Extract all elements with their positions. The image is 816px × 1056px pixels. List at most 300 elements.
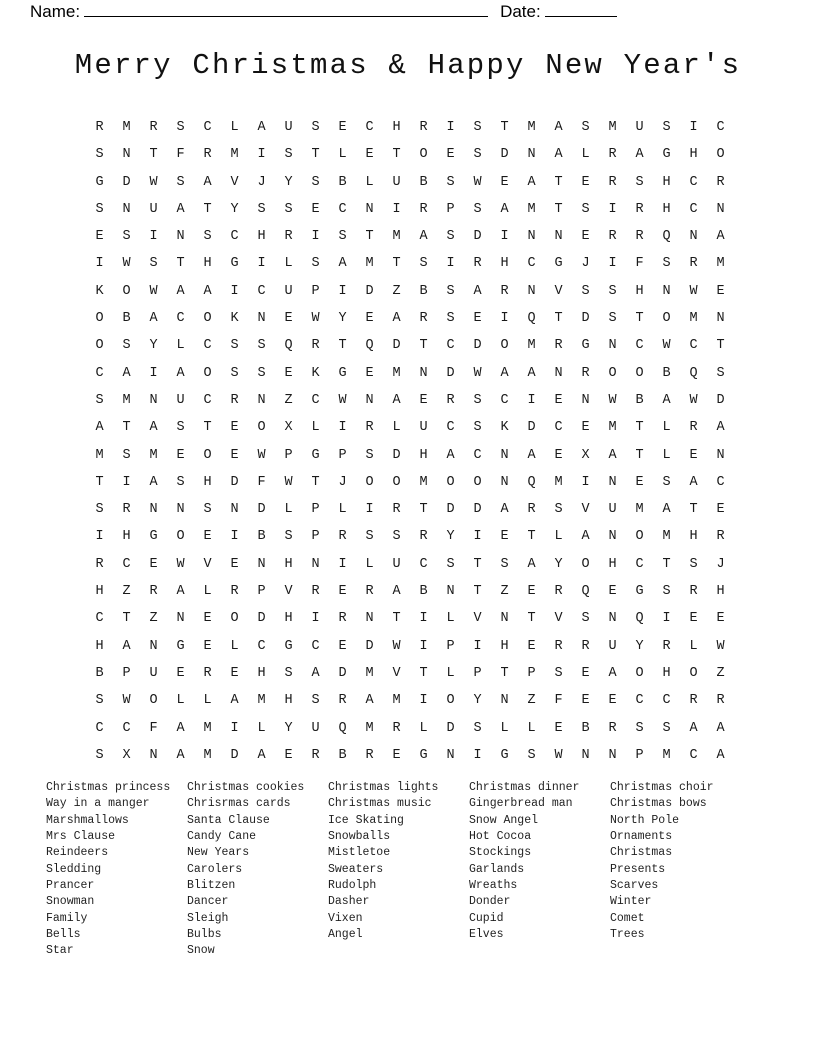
grid-cell[interactable]: N [662,283,671,299]
grid-cell[interactable]: U [419,420,428,436]
grid-cell[interactable]: Q [689,365,698,381]
grid-cell[interactable]: P [257,584,266,600]
grid-cell[interactable]: Y [635,638,644,654]
word-list-item[interactable]: Elves [469,928,504,942]
grid-cell[interactable]: R [608,147,617,163]
grid-cell[interactable]: E [716,611,725,627]
grid-cell[interactable]: I [365,502,374,518]
grid-cell[interactable]: I [311,611,320,627]
grid-cell[interactable]: T [635,447,644,463]
grid-cell[interactable]: O [203,365,212,381]
grid-cell[interactable]: L [419,720,428,736]
word-list-item[interactable]: Dancer [187,895,229,909]
grid-cell[interactable]: A [527,174,536,190]
grid-cell[interactable]: E [365,147,374,163]
grid-cell[interactable]: N [311,556,320,572]
grid-cell[interactable]: A [500,502,509,518]
grid-cell[interactable]: S [473,120,482,135]
grid-cell[interactable]: C [122,720,131,736]
word-list-item[interactable]: Chrisrmas cards [187,797,291,811]
grid-cell[interactable]: R [419,201,428,217]
grid-cell[interactable]: Z [500,584,509,600]
grid-cell[interactable]: S [581,201,590,217]
grid-cell[interactable]: B [419,283,428,299]
grid-cell[interactable]: R [230,392,239,408]
grid-cell[interactable]: Y [230,201,239,217]
grid-cell[interactable]: I [419,638,428,654]
grid-cell[interactable]: I [338,420,347,436]
grid-cell[interactable]: T [311,147,320,163]
grid-cell[interactable]: E [284,365,293,381]
grid-cell[interactable]: A [338,256,347,272]
word-list-item[interactable]: Rudolph [328,879,377,893]
grid-cell[interactable]: P [446,638,455,654]
grid-cell[interactable]: S [149,256,158,272]
word-list-item[interactable]: Star [46,944,74,958]
grid-cell[interactable]: C [716,474,725,490]
grid-cell[interactable]: T [500,665,509,681]
grid-cell[interactable]: U [176,392,185,408]
grid-cell[interactable]: S [284,529,293,545]
word-list-item[interactable]: Snow Angel [469,813,539,827]
grid-cell[interactable]: Y [284,720,293,736]
grid-cell[interactable]: R [608,720,617,736]
grid-cell[interactable]: L [176,338,185,354]
grid-cell[interactable]: V [554,283,563,299]
grid-cell[interactable]: U [311,720,320,736]
grid-cell[interactable]: B [257,529,266,545]
grid-cell[interactable]: D [527,420,536,436]
grid-cell[interactable]: R [608,229,617,245]
grid-cell[interactable]: A [203,283,212,299]
word-list-item[interactable]: Trees [610,928,645,942]
grid-cell[interactable]: Q [635,611,644,627]
grid-cell[interactable]: L [662,420,671,436]
grid-cell[interactable]: N [365,392,374,408]
grid-cell[interactable]: T [554,311,563,327]
grid-cell[interactable]: F [149,720,158,736]
grid-cell[interactable]: T [554,201,563,217]
grid-cell[interactable]: G [95,174,104,190]
grid-cell[interactable]: D [446,365,455,381]
grid-cell[interactable]: N [500,474,509,490]
grid-cell[interactable]: N [257,392,266,408]
word-list-item[interactable]: Christmas bows [610,797,707,811]
grid-cell[interactable]: L [284,256,293,272]
grid-cell[interactable]: S [95,747,104,763]
grid-cell[interactable]: A [581,529,590,545]
grid-cell[interactable]: C [230,229,239,245]
grid-cell[interactable]: W [122,693,131,709]
grid-cell[interactable]: G [230,256,239,272]
grid-cell[interactable]: A [176,584,185,600]
grid-cell[interactable]: E [338,638,347,654]
grid-cell[interactable]: C [635,338,644,354]
grid-cell[interactable]: I [419,693,428,709]
grid-cell[interactable]: R [284,229,293,245]
grid-cell[interactable]: D [257,611,266,627]
grid-cell[interactable]: E [446,147,455,163]
word-list-item[interactable]: Bells [46,928,81,942]
grid-cell[interactable]: S [338,229,347,245]
grid-cell[interactable]: L [500,720,509,736]
grid-cell[interactable]: P [311,502,320,518]
grid-cell[interactable]: R [716,174,725,190]
grid-cell[interactable]: A [392,584,401,600]
grid-cell[interactable]: Y [473,693,482,709]
grid-cell[interactable]: A [311,665,320,681]
grid-cell[interactable]: N [365,611,374,627]
grid-cell[interactable]: C [662,693,671,709]
word-list-item[interactable]: Way in a manger [46,797,150,811]
grid-cell[interactable]: E [608,584,617,600]
grid-cell[interactable]: Y [446,529,455,545]
word-list-item[interactable]: Prancer [46,879,95,893]
grid-cell[interactable]: Q [527,311,536,327]
grid-cell[interactable]: I [446,256,455,272]
word-list-item[interactable]: Gingerbread man [469,797,573,811]
grid-cell[interactable]: I [257,147,266,163]
grid-cell[interactable]: E [689,611,698,627]
grid-cell[interactable]: J [338,474,347,490]
grid-cell[interactable]: R [689,420,698,436]
grid-cell[interactable]: Z [149,611,158,627]
word-list-item[interactable]: Vixen [328,911,363,925]
grid-cell[interactable]: C [257,283,266,299]
grid-cell[interactable]: P [635,747,644,763]
grid-cell[interactable]: H [95,584,104,600]
grid-cell[interactable]: A [122,638,131,654]
grid-cell[interactable]: R [419,311,428,327]
grid-cell[interactable]: M [635,502,644,518]
grid-cell[interactable]: N [149,638,158,654]
grid-cell[interactable]: T [527,529,536,545]
grid-cell[interactable]: E [203,529,212,545]
grid-cell[interactable]: R [689,256,698,272]
grid-cell[interactable]: A [608,447,617,463]
grid-cell[interactable]: M [122,120,131,135]
grid-cell[interactable]: U [284,283,293,299]
grid-cell[interactable]: G [284,638,293,654]
grid-cell[interactable]: M [392,365,401,381]
grid-cell[interactable]: U [392,556,401,572]
grid-cell[interactable]: D [473,502,482,518]
grid-cell[interactable]: S [311,120,320,135]
grid-cell[interactable]: L [284,502,293,518]
grid-cell[interactable]: P [284,447,293,463]
grid-cell[interactable]: O [95,338,104,354]
grid-cell[interactable]: W [689,392,698,408]
grid-cell[interactable]: C [203,120,212,135]
grid-cell[interactable]: C [203,392,212,408]
grid-cell[interactable]: S [473,392,482,408]
name-input-line[interactable] [84,3,488,17]
grid-cell[interactable]: A [716,229,725,245]
grid-cell[interactable]: M [689,311,698,327]
grid-cell[interactable]: R [473,256,482,272]
grid-cell[interactable]: J [581,256,590,272]
grid-cell[interactable]: W [149,283,158,299]
grid-cell[interactable]: C [689,747,698,763]
grid-cell[interactable]: J [716,556,725,572]
grid-cell[interactable]: C [554,420,563,436]
grid-cell[interactable]: N [716,311,725,327]
word-list-item[interactable]: Snowman [46,895,95,909]
grid-cell[interactable]: C [689,338,698,354]
grid-cell[interactable]: C [338,201,347,217]
grid-cell[interactable]: S [365,529,374,545]
grid-cell[interactable]: T [311,474,320,490]
grid-cell[interactable]: C [176,311,185,327]
grid-cell[interactable]: S [608,283,617,299]
grid-cell[interactable]: G [176,638,185,654]
grid-cell[interactable]: S [473,720,482,736]
grid-cell[interactable]: E [635,474,644,490]
grid-cell[interactable]: T [338,338,347,354]
grid-cell[interactable]: H [662,174,671,190]
grid-cell[interactable]: O [176,529,185,545]
word-list-item[interactable]: Ornaments [610,830,673,844]
grid-cell[interactable]: E [176,665,185,681]
grid-cell[interactable]: N [500,611,509,627]
grid-cell[interactable]: I [446,120,455,135]
grid-cell[interactable]: A [554,120,563,135]
grid-cell[interactable]: S [554,502,563,518]
grid-cell[interactable]: N [500,693,509,709]
word-list-item[interactable]: Donder [469,895,511,909]
grid-cell[interactable]: W [608,392,617,408]
grid-cell[interactable]: R [392,502,401,518]
grid-cell[interactable]: P [338,447,347,463]
word-list-item[interactable]: Wreaths [469,879,518,893]
grid-cell[interactable]: D [473,229,482,245]
grid-cell[interactable]: S [311,693,320,709]
grid-cell[interactable]: E [473,311,482,327]
grid-cell[interactable]: U [284,120,293,135]
grid-cell[interactable]: N [257,556,266,572]
grid-cell[interactable]: D [716,392,725,408]
grid-cell[interactable]: H [203,474,212,490]
word-list-item[interactable]: Reindeers [46,846,109,860]
grid-cell[interactable]: K [230,311,239,327]
grid-cell[interactable]: T [419,338,428,354]
grid-cell[interactable]: R [95,556,104,572]
grid-cell[interactable]: Y [338,311,347,327]
grid-cell[interactable]: A [635,147,644,163]
grid-cell[interactable]: L [338,502,347,518]
grid-cell[interactable]: A [419,229,428,245]
grid-cell[interactable]: C [95,611,104,627]
grid-cell[interactable]: H [662,665,671,681]
word-list-item[interactable]: Christmas choir [610,781,714,794]
grid-cell[interactable]: O [419,147,428,163]
grid-cell[interactable]: N [608,338,617,354]
grid-cell[interactable]: A [176,365,185,381]
grid-cell[interactable]: E [392,747,401,763]
grid-cell[interactable]: S [122,447,131,463]
grid-cell[interactable]: A [176,283,185,299]
grid-cell[interactable]: R [554,338,563,354]
grid-cell[interactable]: M [554,474,563,490]
grid-cell[interactable]: R [365,420,374,436]
grid-cell[interactable]: E [203,638,212,654]
grid-cell[interactable]: V [203,556,212,572]
grid-cell[interactable]: R [392,720,401,736]
grid-cell[interactable]: I [608,256,617,272]
word-list-item[interactable]: Winter [610,895,652,909]
grid-cell[interactable]: Z [716,665,725,681]
grid-cell[interactable]: S [95,392,104,408]
grid-cell[interactable]: H [284,611,293,627]
grid-cell[interactable]: I [338,556,347,572]
word-list-item[interactable]: Hot Cocoa [469,830,532,844]
grid-cell[interactable]: C [95,720,104,736]
grid-cell[interactable]: I [149,365,158,381]
grid-cell[interactable]: O [122,283,131,299]
grid-cell[interactable]: S [122,338,131,354]
grid-cell[interactable]: R [95,120,104,135]
grid-cell[interactable]: B [95,665,104,681]
grid-cell[interactable]: S [635,720,644,736]
grid-cell[interactable]: A [608,665,617,681]
grid-cell[interactable]: C [716,120,725,135]
grid-cell[interactable]: N [365,201,374,217]
grid-cell[interactable]: R [338,693,347,709]
grid-cell[interactable]: T [635,311,644,327]
grid-cell[interactable]: A [527,556,536,572]
grid-cell[interactable]: V [554,611,563,627]
grid-cell[interactable]: E [311,201,320,217]
grid-cell[interactable]: L [176,693,185,709]
grid-cell[interactable]: A [662,502,671,518]
grid-cell[interactable]: C [473,447,482,463]
grid-cell[interactable]: W [284,474,293,490]
grid-cell[interactable]: B [635,392,644,408]
grid-cell[interactable]: C [257,638,266,654]
grid-cell[interactable]: E [230,556,239,572]
grid-cell[interactable]: E [230,665,239,681]
grid-cell[interactable]: S [581,611,590,627]
grid-cell[interactable]: G [635,584,644,600]
grid-cell[interactable]: O [689,665,698,681]
grid-cell[interactable]: C [203,338,212,354]
word-list-item[interactable]: Mistletoe [328,846,391,860]
grid-cell[interactable]: Q [662,229,671,245]
grid-cell[interactable]: U [392,174,401,190]
grid-cell[interactable]: R [203,147,212,163]
grid-cell[interactable]: N [122,147,131,163]
grid-cell[interactable]: V [581,502,590,518]
grid-cell[interactable]: C [446,338,455,354]
grid-cell[interactable]: B [419,584,428,600]
word-list-item[interactable]: New Years [187,846,250,860]
grid-cell[interactable]: D [365,638,374,654]
grid-cell[interactable]: A [149,311,158,327]
grid-cell[interactable]: W [311,311,320,327]
grid-cell[interactable]: E [527,638,536,654]
grid-cell[interactable]: D [446,720,455,736]
grid-cell[interactable]: M [608,420,617,436]
grid-cell[interactable]: S [311,174,320,190]
grid-cell[interactable]: H [284,693,293,709]
grid-cell[interactable]: E [149,556,158,572]
grid-cell[interactable]: E [554,392,563,408]
grid-cell[interactable]: V [473,611,482,627]
grid-cell[interactable]: E [581,229,590,245]
grid-cell[interactable]: S [662,120,671,135]
grid-cell[interactable]: M [527,201,536,217]
grid-cell[interactable]: M [392,229,401,245]
grid-cell[interactable]: P [122,665,131,681]
grid-cell[interactable]: T [527,611,536,627]
grid-cell[interactable]: S [284,201,293,217]
grid-cell[interactable]: N [527,147,536,163]
grid-cell[interactable]: S [662,584,671,600]
grid-cell[interactable]: I [500,229,509,245]
grid-cell[interactable]: M [392,693,401,709]
grid-cell[interactable]: T [419,502,428,518]
grid-cell[interactable]: A [716,420,725,436]
grid-cell[interactable]: Z [392,283,401,299]
grid-cell[interactable]: E [338,584,347,600]
grid-cell[interactable]: J [257,174,266,190]
grid-cell[interactable]: U [608,502,617,518]
word-list-item[interactable]: Blitzen [187,879,236,893]
word-list-item[interactable]: Scarves [610,879,659,893]
grid-cell[interactable]: E [284,747,293,763]
grid-cell[interactable]: G [500,747,509,763]
grid-cell[interactable]: L [203,584,212,600]
grid-cell[interactable]: C [311,392,320,408]
grid-cell[interactable]: O [635,665,644,681]
grid-cell[interactable]: N [581,392,590,408]
grid-cell[interactable]: A [257,747,266,763]
word-list-item[interactable]: Christmas lights [328,781,439,794]
grid-cell[interactable]: A [527,365,536,381]
grid-cell[interactable]: N [608,611,617,627]
grid-cell[interactable]: I [311,229,320,245]
grid-cell[interactable]: N [446,747,455,763]
grid-cell[interactable]: I [500,311,509,327]
grid-cell[interactable]: I [662,611,671,627]
grid-cell[interactable]: B [122,311,131,327]
grid-cell[interactable]: W [392,638,401,654]
grid-cell[interactable]: E [554,720,563,736]
grid-cell[interactable]: G [662,147,671,163]
grid-cell[interactable]: E [203,611,212,627]
grid-cell[interactable]: T [392,147,401,163]
grid-cell[interactable]: O [446,693,455,709]
word-list-item[interactable]: Stockings [469,846,532,860]
word-list-item[interactable]: Mrs Clause [46,830,116,844]
grid-cell[interactable]: H [284,556,293,572]
grid-cell[interactable]: A [392,392,401,408]
grid-cell[interactable]: S [284,665,293,681]
grid-cell[interactable]: R [122,502,131,518]
word-search-grid[interactable] [86,114,734,769]
grid-cell[interactable]: M [257,693,266,709]
grid-cell[interactable]: Z [527,693,536,709]
grid-cell[interactable]: D [230,747,239,763]
grid-cell[interactable]: W [338,392,347,408]
grid-cell[interactable]: H [419,447,428,463]
grid-cell[interactable]: R [608,174,617,190]
grid-cell[interactable]: I [473,747,482,763]
grid-cell[interactable]: A [176,720,185,736]
grid-cell[interactable]: N [176,611,185,627]
grid-cell[interactable]: S [662,474,671,490]
word-list-item[interactable]: Angel [328,928,363,942]
